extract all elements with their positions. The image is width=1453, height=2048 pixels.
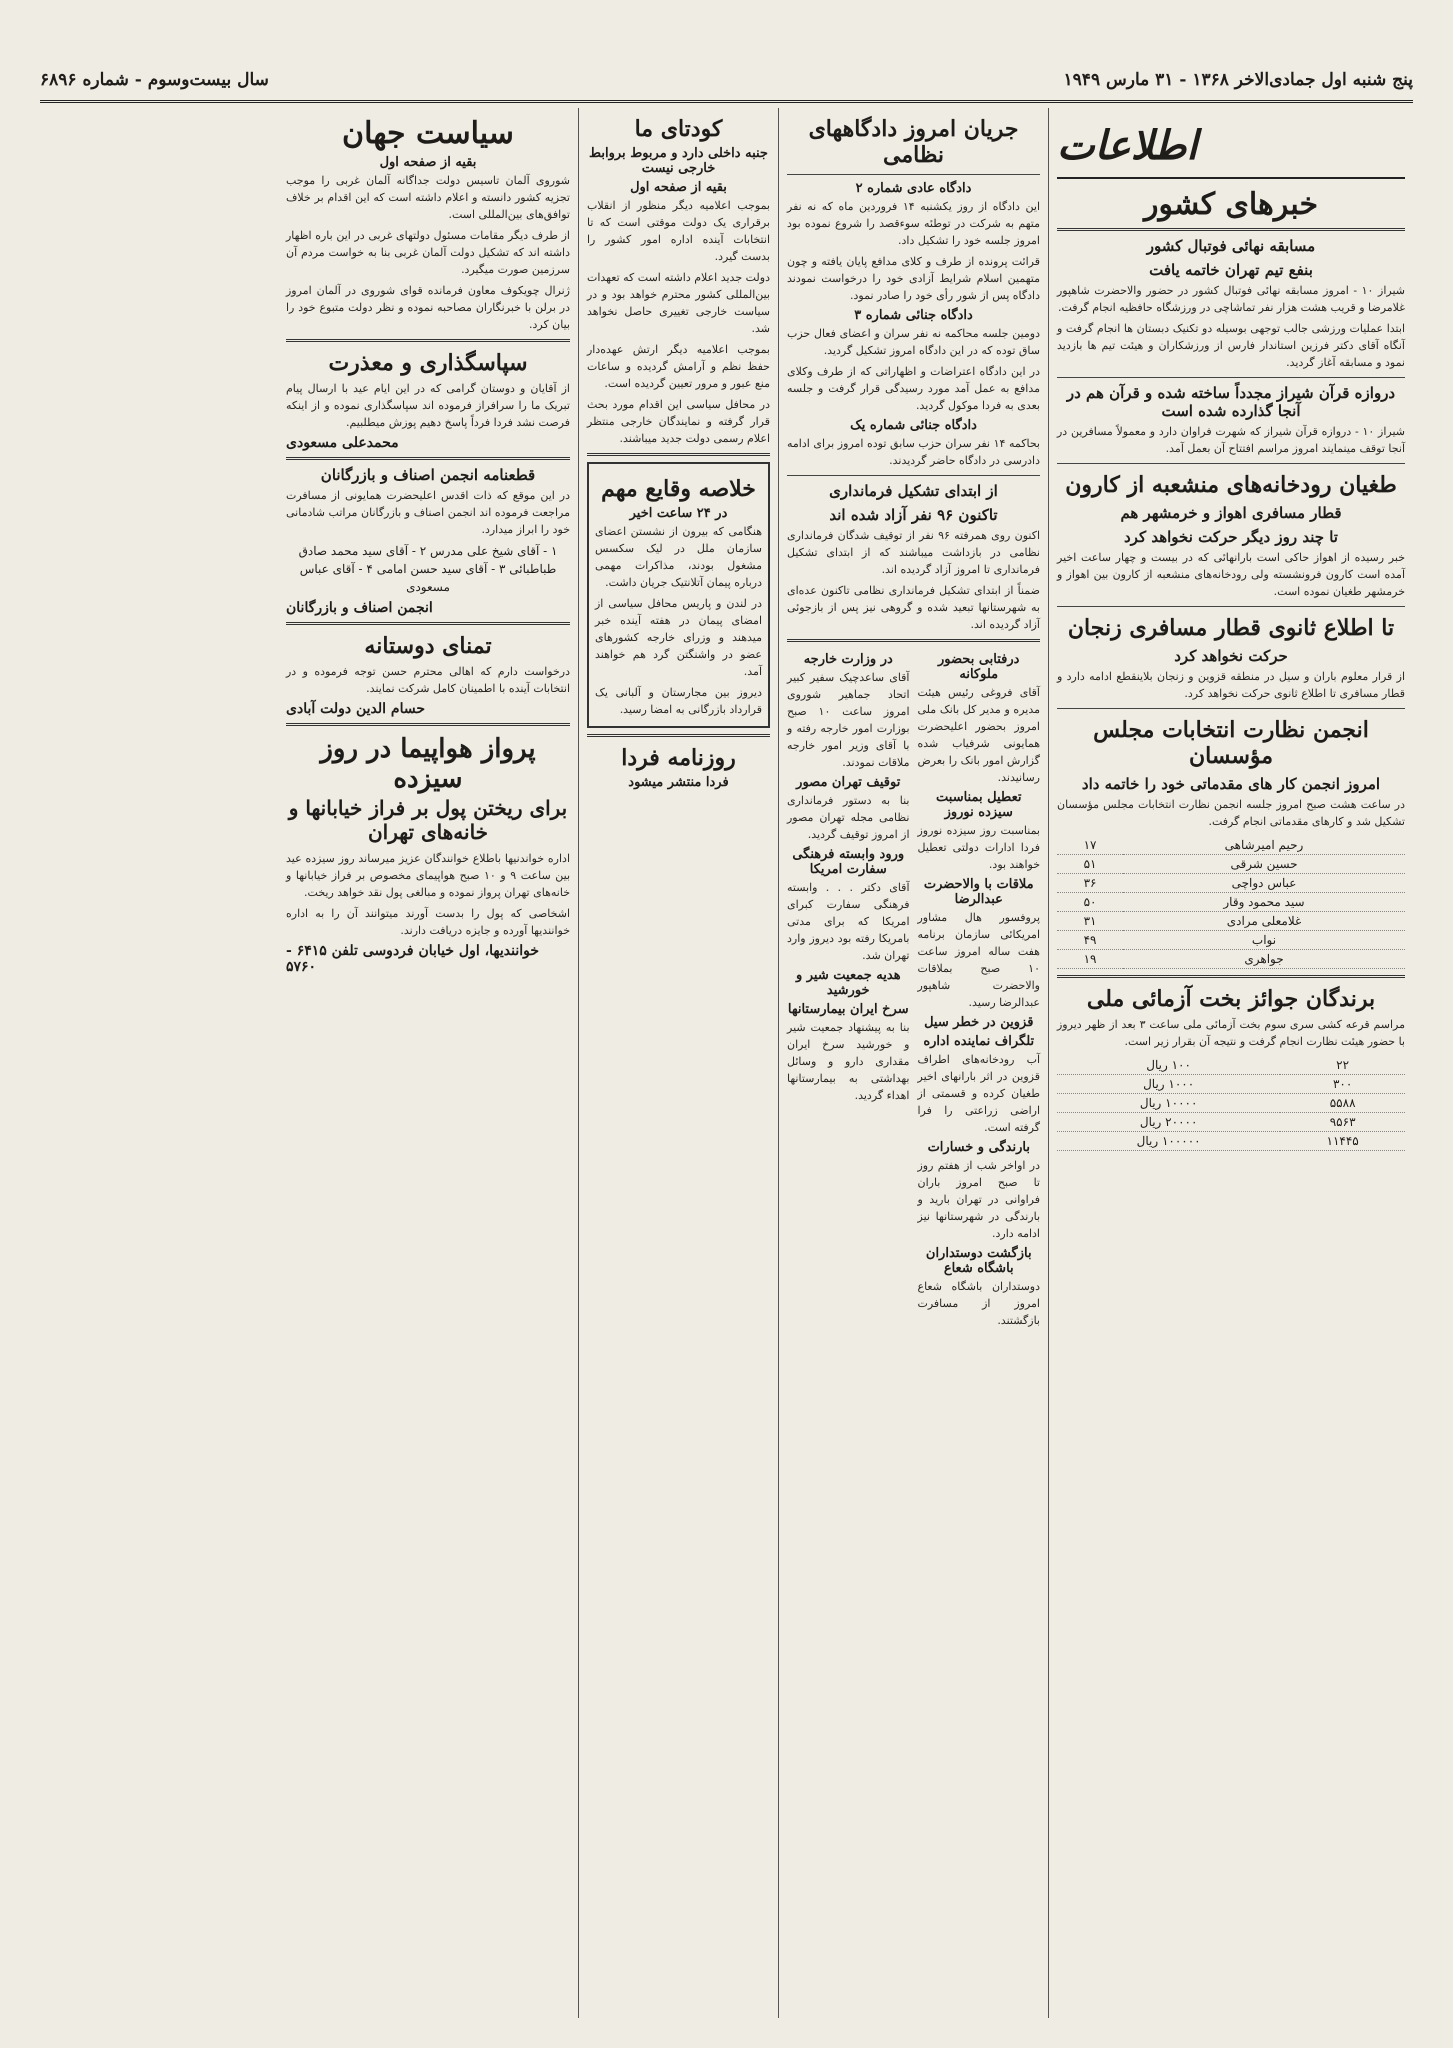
election-row [1057, 931, 1405, 950]
filler-text: ژنرال چویکوف معاون فرمانده قوای شوروی در آلمان امروز در برلن با خبرنگاران مصاحبه نموده و نظر دولت متبوع خود را بیان کرد. [286, 284, 570, 331]
coup-subtitle: جنبه داخلی دارد و مربوط بروابط خارجی نیست [589, 146, 768, 176]
divider [286, 622, 570, 625]
election-row-cell: عباس دواچی [1123, 874, 1405, 893]
digest-title: خلاصه وقایع مهم [601, 476, 756, 502]
divider [286, 339, 570, 342]
election-row-cell: رحیم امیرشاهی [1123, 836, 1405, 855]
foreign-ministry-text: آقای ساعدچیک سفیر کبیر اتحاد جماهیر شوروی امروز ساعت ۱۰ صبح بوزارت امور خارجه رفته و با آقای وزیر امور خارجه ملاقات نمودند. [787, 671, 910, 769]
filler-text: ضمناً از ابتدای تشکیل فرمانداری نظامی تاکنون عده‌ای به شهرستانها تبعید شده و گروهی نیز پس از بازجوئی آزاد گردیده اند. [787, 584, 1040, 631]
holiday-title: تعطیل بمناسبت سیزده نوروز [936, 790, 1022, 820]
qazvin-text: آب رودخانه‌های اطراف قزوین در اثر بارانهای اخیر طغیان کرده و قسمتی از اراضی زراعتی را فرا گرفته است. [917, 1053, 1040, 1134]
holiday-text: بمناسبت روز سیزده نوروز فردا ادارات دولتی تعطیل خواهند بود. [917, 824, 1040, 871]
election-row-cell: جواهری [1123, 950, 1405, 969]
rain-text: در اواخر شب از هفتم روز تا صبح امروز باران فراوانی در تهران بارید و بارندگی در شهرستانها نیز ادامه دارد. [917, 1159, 1040, 1240]
filler-text: در محافل سیاسی این اقدام مورد بحث قرار گرفته و نمایندگان خارجی منتظر اعلام رسمی دولت جدید میباشند. [587, 398, 770, 445]
filler-text: ابتدا عملیات ورزشی جالب توجهی بوسیله دو تکنیک دبستان ها انجام گرفت و آنگاه آقای دکتر فرزین استاندار فارس از ورزشکاران و هیئت تیم ها بازدید نمود و مسابقه آغاز گردید. [1057, 322, 1405, 369]
filler-text: قرائت پرونده از طرف و کلای مدافع پایان یافته و چون متهمین اسلام شرایط آزادی خود را درخواست نمودند دادگاه پس از شور رأی خود را صادر نمود. [787, 255, 1040, 302]
lottery-row-cell: ۵۵۸۸ [1280, 1094, 1405, 1113]
plane-text: اداره خواندنیها باطلاع خوانندگان عزیز میرساند روز سیزده عید بین ساعت ۹ و ۱۰ صبح هواپیمای مخصوص بر فراز خیابانها و خانه‌های تهران پرواز نموده و مبالغی پول نقد خواهد ریخت. [286, 852, 571, 899]
election-text: در ساعت هشت صبح امروز جلسه انجمن نظارت انتخابات مجلس مؤسسان تشکیل شد و کارهای مقدماتی انجام گرفت. [1057, 798, 1405, 828]
lottery-row [1057, 1075, 1405, 1094]
world-title: سیاست جهان [342, 116, 514, 151]
court-2-title: دادگاه عادی شماره ۲ [855, 181, 972, 196]
release-subtitle: تاکنون ۹۶ نفر آزاد شده اند [829, 506, 998, 524]
lottery-row-cell: ۲۰۰۰۰ ریال [1057, 1113, 1280, 1132]
audience-title: درفتابی بحضور ملوکانه [938, 652, 1020, 682]
divider [787, 639, 1040, 642]
election-row [1057, 874, 1405, 893]
election-title: انجمن نظارت انتخابات مجلس مؤسسان [1093, 717, 1369, 769]
election-row [1057, 855, 1405, 874]
zanjan-text: از قرار معلوم باران و سیل در منطقه قزوین و زنجان بلاینقطع ادامه دارد و قطار مسافری تا اطلاع ثانوی حرکت نخواهد کرد. [1057, 670, 1405, 700]
court-1-text: بحاکمه ۱۴ نفر سران حزب سابق توده امروز برای ادامه دادرسی در دادگاه حاضر گردیدند. [787, 437, 1040, 467]
attache-title: ورود وابسته فرهنگی سفارت امریکا [792, 847, 905, 877]
guild-names: ۱ - آقای شیخ علی مدرس ۲ - آقای سید محمد صادق طباطبائی ۳ - آقای سید حسن امامی ۴ - آقای عباس مسعودی [298, 544, 558, 594]
court-2-text: این دادگاه از روز یکشنبه ۱۴ فروردین ماه که نه نفر متهم به شرکت در توطئه سوءقصد را شروع نموده بود امروز جلسه خود را تشکیل داد. [787, 200, 1040, 247]
coup-title: کودتای ما [634, 116, 723, 142]
folio-issue: سال بیست‌وسوم - شماره ۶۸۹۶ [40, 70, 269, 90]
request-signature: حسام الدین دولت آبادی [286, 701, 426, 717]
thanks-text: از آقایان و دوستان گرامی که در این ایام عید با ارسال پیام تبریک ما را سرافراز فرموده اند سپاسگذاری نموده و از اینکه فرصت نشد فردا فرداً پاسخ دهیم پوزش میطلبیم. [286, 382, 570, 429]
lottery-row-cell: ۲۲ [1280, 1056, 1405, 1075]
divider [1057, 228, 1405, 231]
lottery-row [1057, 1132, 1405, 1151]
divider [286, 723, 570, 726]
lottery-row [1057, 1113, 1405, 1132]
election-row [1057, 836, 1405, 855]
quran-gate-title: دروازه قرآن شیراز مجدداً ساخته شده و قرآن هم در آنجا گذارده شده است [1066, 384, 1396, 420]
folio-date: پنج شنبه اول جمادی‌الاخر ۱۳۶۸ - ۳۱ مارس ۱۹۴۹ [1063, 70, 1413, 90]
lottery-table [1057, 1056, 1405, 1151]
election-row-cell: ۵۱ [1057, 855, 1123, 874]
election-row-cell: ۳۶ [1057, 874, 1123, 893]
divider [1057, 708, 1405, 709]
club-text: دوستداران باشگاه شعاع امروز از مسافرت بازگشتند. [917, 1280, 1040, 1327]
rain-title: بارندگی و خسارات [927, 1140, 1030, 1155]
lottery-row-cell: ۹۵۶۳ [1280, 1113, 1405, 1132]
zanjan-subtitle: حرکت نخواهد کرد [1174, 647, 1288, 665]
football-subtitle: بنفع تیم تهران خاتمه یافت [1149, 261, 1313, 279]
court-3-title: دادگاه جنائی شماره ۳ [854, 308, 973, 323]
flood-subtitle-1: قطار مسافری اهواز و خرمشهر هم [1120, 504, 1342, 522]
world-continued: بقیه از صفحه اول [379, 155, 477, 170]
lottery-row-cell: ۱۱۴۴۵ [1280, 1132, 1405, 1151]
lottery-row-cell: ۱۰۰۰۰ ریال [1057, 1094, 1280, 1113]
request-title: تمنای دوستانه [364, 633, 492, 659]
football-title: مسابقه نهائی فوتبال کشور [1146, 237, 1316, 255]
divider [1057, 606, 1405, 607]
release-text: اکنون روی همرفته ۹۶ نفر از توقیف شدگان فرمانداری نظامی در بازداشت میباشند که از ابتدای تشکیل فرمانداری تا امروز آزاد گردیده اند. [787, 529, 1040, 576]
column-domestic [1048, 108, 1413, 2018]
filler-text: دولت جدید اعلام داشته است که تعهدات بین‌المللی کشور محترم خواهد بود و در سیاست خارجی تغییری حاصل نخواهد شد. [587, 271, 770, 335]
flood-text: خبر رسیده از اهواز حاکی است بارانهائی که در بیست و چهار ساعت اخیر آمده است کارون فرونشسته ولی رودخانه‌های منشعبه از کارون بین اهواز و خرمشهر طغیان نموده است. [1057, 551, 1405, 598]
guild-signature: انجمن اصناف و بازرگانان [286, 600, 433, 616]
lottery-row [1057, 1056, 1405, 1075]
attache-text: آقای دکتر . . . وابسته فرهنگی سفارت کبرای امریکا که برای مدتی بامریکا رفته بود دیروز وارد تهران شد. [787, 881, 910, 962]
plane-ad-footer: خوانندیها، اول خیابان فردوسی تلفن ۶۴۱۵ - ۵۷۶۰ [286, 943, 540, 975]
coup-text: بموجب اعلامیه دیگر منظور از انقلاب برقراری یک دولت موقتی است که تا انتخابات آینده اداره امور کشور را بدست گیرد. [587, 199, 770, 263]
filler-text: در لندن و پاریس محافل سیاسی از امضای پیمان در هفته آینده خبر میدهند و وزرای خارجه کشورهای عضو در واشنگتن گرد هم خواهند آمد. [595, 597, 762, 678]
subcolumn-left [787, 648, 910, 1333]
court-1-title: دادگاه جنائی شماره یک [850, 418, 977, 433]
lottery-row-cell: ۱۰۰۰۰۰ ریال [1057, 1132, 1280, 1151]
middle-subcolumns [787, 648, 1040, 1333]
lottery-title: برندگان جوائز بخت آزمائی ملی [1086, 986, 1376, 1012]
zanjan-title: تا اطلاع ثانوی قطار مسافری زنجان [1067, 615, 1395, 641]
digest-subtitle: در ۲۴ ساعت اخیر [629, 506, 728, 521]
filler-text: اشخاصی که پول را بدست آورند میتوانند آن را به اداره خوانندیها آورده و جایزه دریافت دارند. [286, 907, 570, 937]
election-row-cell: نواب [1123, 931, 1405, 950]
magazine-ban-text: بنا به دستور فرمانداری نظامی مجله تهران مصور از امروز توقیف گردید. [787, 794, 910, 841]
release-title: از ابتدای تشکیل فرمانداری [829, 482, 998, 500]
columns [40, 108, 1413, 2018]
divider [1057, 975, 1405, 978]
election-row-cell: ۳۱ [1057, 912, 1123, 931]
digest-box [587, 462, 770, 728]
thanks-title: سپاسگذاری و معذرت [328, 350, 528, 376]
election-subtitle: امروز انجمن کار های مقدماتی خود را خاتمه داد [1081, 775, 1381, 793]
guild-text: در این موقع که ذات اقدس اعلیحضرت همایونی از مسافرت مراجعت فرموده اند انجمن اصناف و بازرگانان مراتب شادمانی خود را ابراز میدارد. [286, 489, 570, 536]
flood-title: طغیان رودخانه‌های منشعبه از کارون [1065, 472, 1397, 498]
divider [587, 734, 770, 737]
audience-text: آقای فروغی رئیس هیئت مدیره و مدیر کل بانک ملی امروز بحضور اعلیحضرت همایونی شرفیاب شده گزارش امور بانک را بعرض رسانیدند. [917, 686, 1040, 784]
filler-text: از طرف دیگر مقامات مسئول دولتهای غربی در این باره اظهار داشته اند که تشکیل دولت آلمان غربی بنا به خواست مردم آن سرزمین صورت میگیرد. [286, 229, 570, 276]
request-text: درخواست دارم که اهالی محترم حسن توجه فرموده و در انتخابات آینده با اطمینان کامل شرکت نمایند. [286, 665, 570, 695]
election-row-cell: ۱۹ [1057, 950, 1123, 969]
filler-text: دیروز بین مجارستان و آلبانی یک قرارداد بازرگانی به امضا رسید. [595, 686, 762, 716]
thanks-signature: محمدعلی مسعودی [286, 435, 399, 451]
red-lion-title: هدیه جمعیت شیر و خورشید [795, 968, 901, 998]
flood-subtitle-2: تا چند روز دیگر حرکت نخواهد کرد [1124, 528, 1338, 546]
folio-bar [40, 60, 1413, 103]
divider [1057, 377, 1405, 378]
military-title: جریان امروز دادگاههای نظامی [808, 116, 1019, 168]
election-row-cell: حسین شرقی [1123, 855, 1405, 874]
tomorrow-title: روزنامه فردا [621, 745, 736, 771]
column-military-courts [778, 108, 1048, 2018]
election-row-cell: ۴۹ [1057, 931, 1123, 950]
guild-title: قطعنامه انجمن اصناف و بازرگانان [320, 466, 536, 484]
subcolumn-right [918, 648, 1041, 1333]
magazine-ban-title: توقیف تهران مصور [796, 775, 901, 790]
qazvin-title: قزوین در خطر سیل [924, 1015, 1034, 1030]
court-3-text: دومین جلسه محاکمه نه نفر سران و اعضای فعال حزب ساق توده که در این دادگاه امروز تشکیل گردید. [787, 327, 1040, 357]
tomorrow-subtitle: فردا منتشر میشود [628, 775, 729, 790]
lottery-row [1057, 1094, 1405, 1113]
election-row [1057, 950, 1405, 969]
divider [787, 475, 1040, 476]
lottery-row-cell: ۳۰۰ [1280, 1075, 1405, 1094]
meeting-text: پروفسور هال مشاور امریکائی سازمان برنامه هفت ساله امروز ساعت ۱۰ صبح بملاقات والاحضرت شاهپور عبدالرضا رسید. [917, 911, 1040, 1009]
divider [1057, 463, 1405, 464]
digest-text: هنگامی که بیرون از نشستن اعضای سازمان ملل در لیک سکسس مشغول بودند، مذاکرات مهمی درباره پیمان آتلانتیک جریان داشت. [595, 525, 762, 589]
world-text: شوروی آلمان تاسیس دولت جداگانه آلمان غربی را موجب تجزیه کشور دانسته و اعلام داشته است که این اقدام بر خلاف توافق‌های بین‌المللی است. [286, 174, 570, 221]
qazvin-subtitle: تلگراف نماینده اداره [923, 1034, 1035, 1049]
plane-title: پرواز هواپیما در روز سیزده [320, 734, 536, 794]
red-lion-subtitle: سرخ ایران بیمارستانها [787, 1002, 909, 1017]
divider [587, 453, 770, 456]
divider [787, 174, 1040, 175]
election-row-cell: غلامعلی مرادی [1123, 912, 1405, 931]
election-row [1057, 912, 1405, 931]
section-title-domestic: خبرهای کشور [1143, 187, 1319, 222]
club-title: بازگشت دوستداران باشگاه شعاع [925, 1246, 1032, 1276]
lottery-row-cell: ۱۰۰۰ ریال [1057, 1075, 1280, 1094]
filler-text: بموجب اعلامیه دیگر ارتش عهده‌دار حفظ نظم و آرامش گردیده و ساعات منع عبور و مرور تعیین گردیده است. [587, 343, 770, 390]
election-row-cell: سید محمود وقار [1123, 893, 1405, 912]
football-text: شیراز ۱۰ - امروز مسابقه نهائی فوتبال کشور در حضور والاحضرت شاهپور غلامرضا و قریب هشت هزار نفر تماشاچی در ورزشگاه حافظیه انجام گرفت. [1057, 284, 1405, 314]
lottery-row-cell: ۱۰۰ ریال [1057, 1056, 1280, 1075]
plane-subtitle: برای ریختن پول بر فراز خیابانها و خانه‌های تهران [288, 796, 568, 844]
foreign-ministry-title: در وزارت خارجه [803, 652, 893, 667]
divider [286, 457, 570, 460]
election-row-cell: ۵۰ [1057, 893, 1123, 912]
red-lion-text: بنا به پیشنهاد جمعیت شیر و خورشید سرخ ایران مقداری دارو و وسائل بهداشتی به بیمارستانها اهداء گردید. [787, 1021, 910, 1102]
meeting-title: ملاقات با والاحضرت عبدالرضا [923, 877, 1034, 907]
masthead-logo: اطلاعات [1057, 108, 1405, 179]
lottery-text: مراسم قرعه کشی سری سوم بخت آزمائی ملی ساعت ۳ بعد از ظهر دیروز با حضور هیئت نظارت انجام گرفت و نتیجه آن بقرار زیر است. [1057, 1018, 1406, 1048]
election-row [1057, 893, 1405, 912]
quran-gate-text: شیراز ۱۰ - دروازه قرآن شیراز که شهرت فراوان دارد و معمولاً مسافرین در آنجا توقف مینمایند امروز مراسم افتتاح آن بعمل آمد. [1057, 425, 1405, 455]
column-world [278, 108, 578, 2018]
filler-text: در این دادگاه اعتراضات و اظهاراتی که از طرف وکلای مدافع به عمل آمد مورد رسیدگی قرار گرفت و جلسه بعدی به فردا موکول گردید. [787, 365, 1040, 412]
election-votes-table [1057, 836, 1405, 969]
column-coup [578, 108, 778, 2018]
coup-continued: بقیه از صفحه اول [630, 180, 727, 195]
election-row-cell: ۱۷ [1057, 836, 1123, 855]
